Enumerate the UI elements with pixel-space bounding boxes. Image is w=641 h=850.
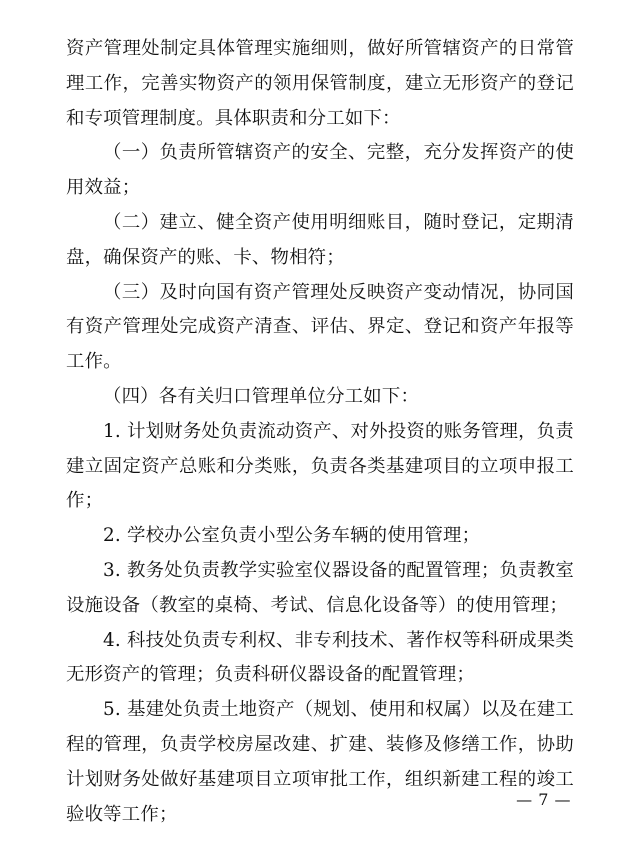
paragraph-1: 资产管理处制定具体管理实施细则，做好所管辖资产的日常管理工作，完善实物资产的领用保管制度，建立无形资产的登记和专项管理制度。具体职责和分工如下： [66, 38, 574, 129]
document-body [66, 32, 574, 832]
paragraph-10: 5. 基建处负责土地资产（规划、使用和权属）以及在建工程的管理，负责学校房屋改建、扩建、装修及修缮工作，协助计划财务处做好基建项目立项审批工作，组织新建工程的竣工验收等工作； [66, 699, 574, 825]
paragraph-9: 4. 科技处负责专利权、非专利技术、著作权等科研成果类无形资产的管理；负责科研仪器设备的配置管理； [66, 629, 574, 686]
paragraph-6: 1. 计划财务处负责流动资产、对外投资的账务管理，负责建立固定资产总账和分类账，负责各类基建项目的立项申报工作； [66, 420, 574, 512]
page-number: — 7 — [516, 790, 571, 809]
paragraph-8: 3. 教务处负责教学实验室仪器设备的配置管理；负责教室设施设备（教室的桌椅、考试、信息化设备等）的使用管理； [66, 559, 574, 616]
paragraph-7: 2. 学校办公室负责小型公务车辆的使用管理； [103, 525, 481, 547]
paragraph-4: （三）及时向国有资产管理处反映资产变动情况，协同国有资产管理处完成资产清查、评估、界定、登记和资产年报等工作。 [66, 281, 574, 373]
paragraph-2: （一）负责所管辖资产的安全、完整，充分发挥资产的使用效益； [66, 142, 574, 199]
paragraph-5: （四）各有关归口管理单位分工如下： [103, 385, 420, 407]
paragraph-3: （二）建立、健全资产使用明细账目，随时登记，定期清盘，确保资产的账、卡、物相符； [66, 211, 574, 268]
